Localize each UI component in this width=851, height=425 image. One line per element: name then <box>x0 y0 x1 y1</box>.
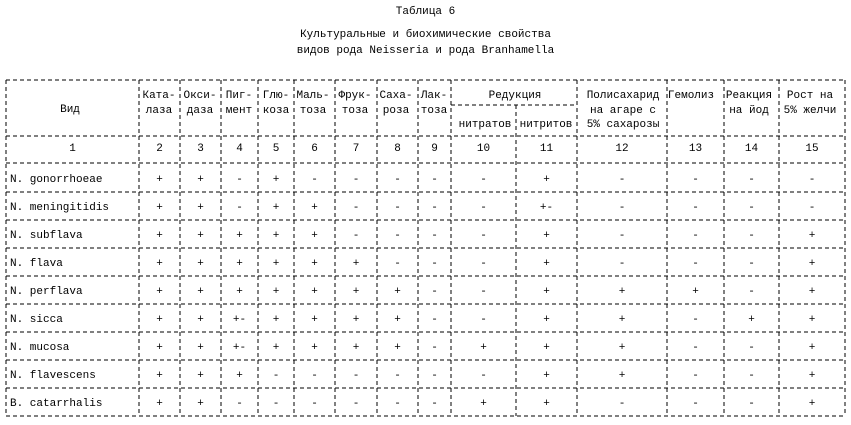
column-number: 12 <box>615 143 629 155</box>
cell-value: - <box>311 174 318 186</box>
cell-value: + <box>156 174 163 186</box>
cell-value: - <box>236 174 243 186</box>
column-number: 4 <box>236 143 243 155</box>
header-fructose-line-1: Фрук- <box>338 90 372 102</box>
species-name: N. mucosa <box>10 342 70 354</box>
column-number: 11 <box>539 143 554 155</box>
cell-value: - <box>748 286 755 298</box>
cell-value: + <box>692 286 699 298</box>
cell-value: - <box>748 370 755 382</box>
cell-value: - <box>431 314 438 326</box>
cell-value: - <box>394 230 401 242</box>
cell-value: + <box>272 314 280 326</box>
cell-value: - <box>748 174 755 186</box>
cell-value: + <box>394 342 401 354</box>
cell-value: + <box>311 342 318 354</box>
cell-value: - <box>352 398 360 410</box>
cell-value: + <box>311 286 318 298</box>
table-row <box>10 174 815 186</box>
cell-value: + <box>197 230 204 242</box>
header-maltose-line-1: Маль- <box>296 90 330 102</box>
cell-value: + <box>352 342 360 354</box>
column-number: 7 <box>352 143 360 155</box>
cell-value: + <box>543 230 550 242</box>
cell-value: - <box>480 286 487 298</box>
cell-value: + <box>748 314 755 326</box>
cell-value: + <box>311 202 318 214</box>
column-number: 15 <box>805 143 819 155</box>
cell-value: + <box>197 342 204 354</box>
cell-value: + <box>808 398 816 410</box>
cell-value: + <box>808 314 816 326</box>
cell-value: - <box>692 230 699 242</box>
column-number: 3 <box>197 143 204 155</box>
cell-value: + <box>197 314 204 326</box>
cell-value: - <box>394 370 401 382</box>
header-sucrose-line-1: Саха- <box>379 90 413 102</box>
cell-value: + <box>543 314 550 326</box>
cell-value: + <box>272 258 280 270</box>
cell-value: - <box>692 202 699 214</box>
header-oxidase-line-1: Окси- <box>183 90 217 102</box>
cell-value: - <box>618 230 626 242</box>
header-glucose-line-2: коза <box>262 105 290 117</box>
cell-value: + <box>808 370 816 382</box>
cell-value: - <box>748 202 755 214</box>
cell-value: + <box>197 398 204 410</box>
cell-value: + <box>808 342 816 354</box>
cell-value: + <box>272 286 280 298</box>
header-polysaccharide-line-3: 5% сахарозы <box>586 119 660 131</box>
header-maltose-line-2: тоза <box>299 105 327 117</box>
table-title-line-2: видов рода Neisseria и рода Branhamella <box>296 45 555 57</box>
table-rules <box>6 80 845 416</box>
cell-value: + <box>156 286 163 298</box>
table-caption: Таблица 6 <box>395 6 456 18</box>
column-number: 8 <box>394 143 401 155</box>
cell-value: - <box>480 258 487 270</box>
cell-value: + <box>272 342 280 354</box>
column-number: 5 <box>272 143 280 155</box>
cell-value: + <box>352 314 360 326</box>
species-name: N. subflava <box>10 230 83 242</box>
column-number: 14 <box>744 143 759 155</box>
cell-value: + <box>197 202 204 214</box>
cell-value: - <box>480 230 487 242</box>
cell-value: - <box>394 258 401 270</box>
cell-value: + <box>480 398 487 410</box>
header-polysaccharide-line-1: Полисахарид <box>586 90 660 102</box>
cell-value: + <box>197 370 204 382</box>
cell-value: - <box>618 398 626 410</box>
column-number: 10 <box>476 143 491 155</box>
header-catalase-line-1: Ката- <box>142 90 176 102</box>
header-bile-line-1: Рост на <box>786 90 834 102</box>
column-number: 6 <box>311 143 318 155</box>
cell-value: + <box>272 174 280 186</box>
header-glucose-line-1: Глю- <box>262 90 290 102</box>
cell-value: + <box>311 258 318 270</box>
cell-value: + <box>618 370 626 382</box>
table-row <box>10 286 815 298</box>
cell-value: - <box>692 258 699 270</box>
cell-value: - <box>311 370 318 382</box>
table-body <box>10 174 815 410</box>
cell-value: - <box>480 370 487 382</box>
header-sucrose-line-2: роза <box>382 105 410 117</box>
species-name: N. meningitidis <box>10 202 110 214</box>
header-fructose-line-2: тоза <box>341 105 369 117</box>
cell-value: - <box>748 342 755 354</box>
table-row <box>10 314 815 326</box>
cell-value: + <box>618 314 626 326</box>
cell-value: + <box>543 398 550 410</box>
cell-value: +- <box>539 202 554 214</box>
cell-value: + <box>236 286 243 298</box>
cell-value: - <box>692 174 699 186</box>
species-name: B. catarrhalis <box>10 398 103 410</box>
cell-value: +- <box>232 314 247 326</box>
column-number: 1 <box>69 143 76 155</box>
cell-value: - <box>431 174 438 186</box>
table-row <box>10 398 815 410</box>
cell-value: + <box>197 286 204 298</box>
cell-value: - <box>352 370 360 382</box>
cell-value: + <box>311 314 318 326</box>
header-polysaccharide-line-2: на агаре с <box>589 105 657 117</box>
header-iodine-line-1: Реакция <box>725 90 773 102</box>
header-reduction: Редукция <box>488 90 542 102</box>
cell-value: + <box>543 286 550 298</box>
cell-value: - <box>618 202 626 214</box>
header-iodine-line-2: на йод <box>729 105 769 117</box>
header-nitrites: нитритов <box>519 119 573 131</box>
cell-value: - <box>431 398 438 410</box>
cell-value: - <box>352 202 360 214</box>
table-title-line-1: Культуральные и биохимические свойства <box>300 29 551 41</box>
cell-value: + <box>808 286 816 298</box>
header-catalase-line-2: лаза <box>145 105 173 117</box>
cell-value: + <box>543 174 550 186</box>
cell-value: + <box>808 258 816 270</box>
cell-value: + <box>618 342 626 354</box>
cell-value: + <box>543 370 550 382</box>
cell-value: + <box>272 202 280 214</box>
cell-value: + <box>311 230 318 242</box>
cell-value: - <box>431 258 438 270</box>
cell-value: + <box>543 342 550 354</box>
cell-value: - <box>480 314 487 326</box>
cell-value: - <box>394 202 401 214</box>
cell-value: - <box>431 370 438 382</box>
species-name: N. sicca <box>10 314 63 326</box>
species-name: N. gonorrhoeae <box>10 174 103 186</box>
header-lactose-line-1: Лак- <box>420 90 448 102</box>
table-header <box>60 90 836 131</box>
cell-value: - <box>748 230 755 242</box>
header-lactose-line-2: тоза <box>420 105 448 117</box>
cell-value: - <box>431 342 438 354</box>
header-pigment-line-2: мент <box>225 105 253 117</box>
cell-value: - <box>431 202 438 214</box>
column-number: 2 <box>156 143 163 155</box>
cell-value: + <box>156 230 163 242</box>
cell-value: + <box>197 174 204 186</box>
species-name: N. perflava <box>10 286 83 298</box>
cell-value: - <box>748 398 755 410</box>
cell-value: + <box>156 258 163 270</box>
cell-value: + <box>156 398 163 410</box>
column-number: 9 <box>431 143 438 155</box>
cell-value: + <box>394 314 401 326</box>
cell-value: - <box>272 398 280 410</box>
cell-value: - <box>236 398 243 410</box>
cell-value: - <box>480 202 487 214</box>
cell-value: + <box>236 258 243 270</box>
column-number: 13 <box>688 143 703 155</box>
table-row <box>10 342 815 354</box>
cell-value: +- <box>232 342 247 354</box>
cell-value: - <box>272 370 280 382</box>
header-bile-line-2: 5% желчи <box>783 105 837 117</box>
cell-value: - <box>618 258 626 270</box>
cell-value: + <box>480 342 487 354</box>
cell-value: + <box>394 286 401 298</box>
cell-value: - <box>692 342 699 354</box>
cell-value: + <box>618 286 626 298</box>
header-hemolysis: Гемолиз <box>667 90 715 102</box>
cell-value: - <box>311 398 318 410</box>
header-pigment-line-1: Пиг- <box>225 90 253 102</box>
header-oxidase-line-2: даза <box>186 105 214 117</box>
cell-value: + <box>156 314 163 326</box>
cell-value: - <box>618 174 626 186</box>
cell-value: - <box>394 398 401 410</box>
table-row <box>10 370 815 382</box>
cell-value: + <box>197 258 204 270</box>
cell-value: + <box>156 370 163 382</box>
cell-value: - <box>236 202 243 214</box>
cell-value: - <box>692 370 699 382</box>
cell-value: + <box>272 230 280 242</box>
cell-value: - <box>431 286 438 298</box>
cell-value: + <box>808 230 816 242</box>
header-species: Вид <box>60 104 80 116</box>
cell-value: - <box>352 230 360 242</box>
cell-value: + <box>156 202 163 214</box>
cell-value: + <box>156 342 163 354</box>
cell-value: - <box>748 258 755 270</box>
cell-value: + <box>352 286 360 298</box>
cell-value: - <box>394 174 401 186</box>
species-name: N. flavescens <box>10 370 96 382</box>
cell-value: - <box>692 314 699 326</box>
cell-value: + <box>543 258 550 270</box>
cell-value: + <box>236 230 243 242</box>
cell-value: - <box>352 174 360 186</box>
table-row <box>10 202 815 214</box>
cell-value: - <box>431 230 438 242</box>
header-nitrates: нитратов <box>458 119 512 131</box>
species-name: N. flava <box>10 258 63 270</box>
cell-value: - <box>692 398 699 410</box>
cell-value: + <box>352 258 360 270</box>
cell-value: + <box>236 370 243 382</box>
table-row <box>10 230 815 242</box>
column-numbers-row <box>69 143 818 155</box>
cell-value: - <box>808 202 816 214</box>
cell-value: - <box>808 174 816 186</box>
table-row <box>10 258 815 270</box>
cell-value: - <box>480 174 487 186</box>
